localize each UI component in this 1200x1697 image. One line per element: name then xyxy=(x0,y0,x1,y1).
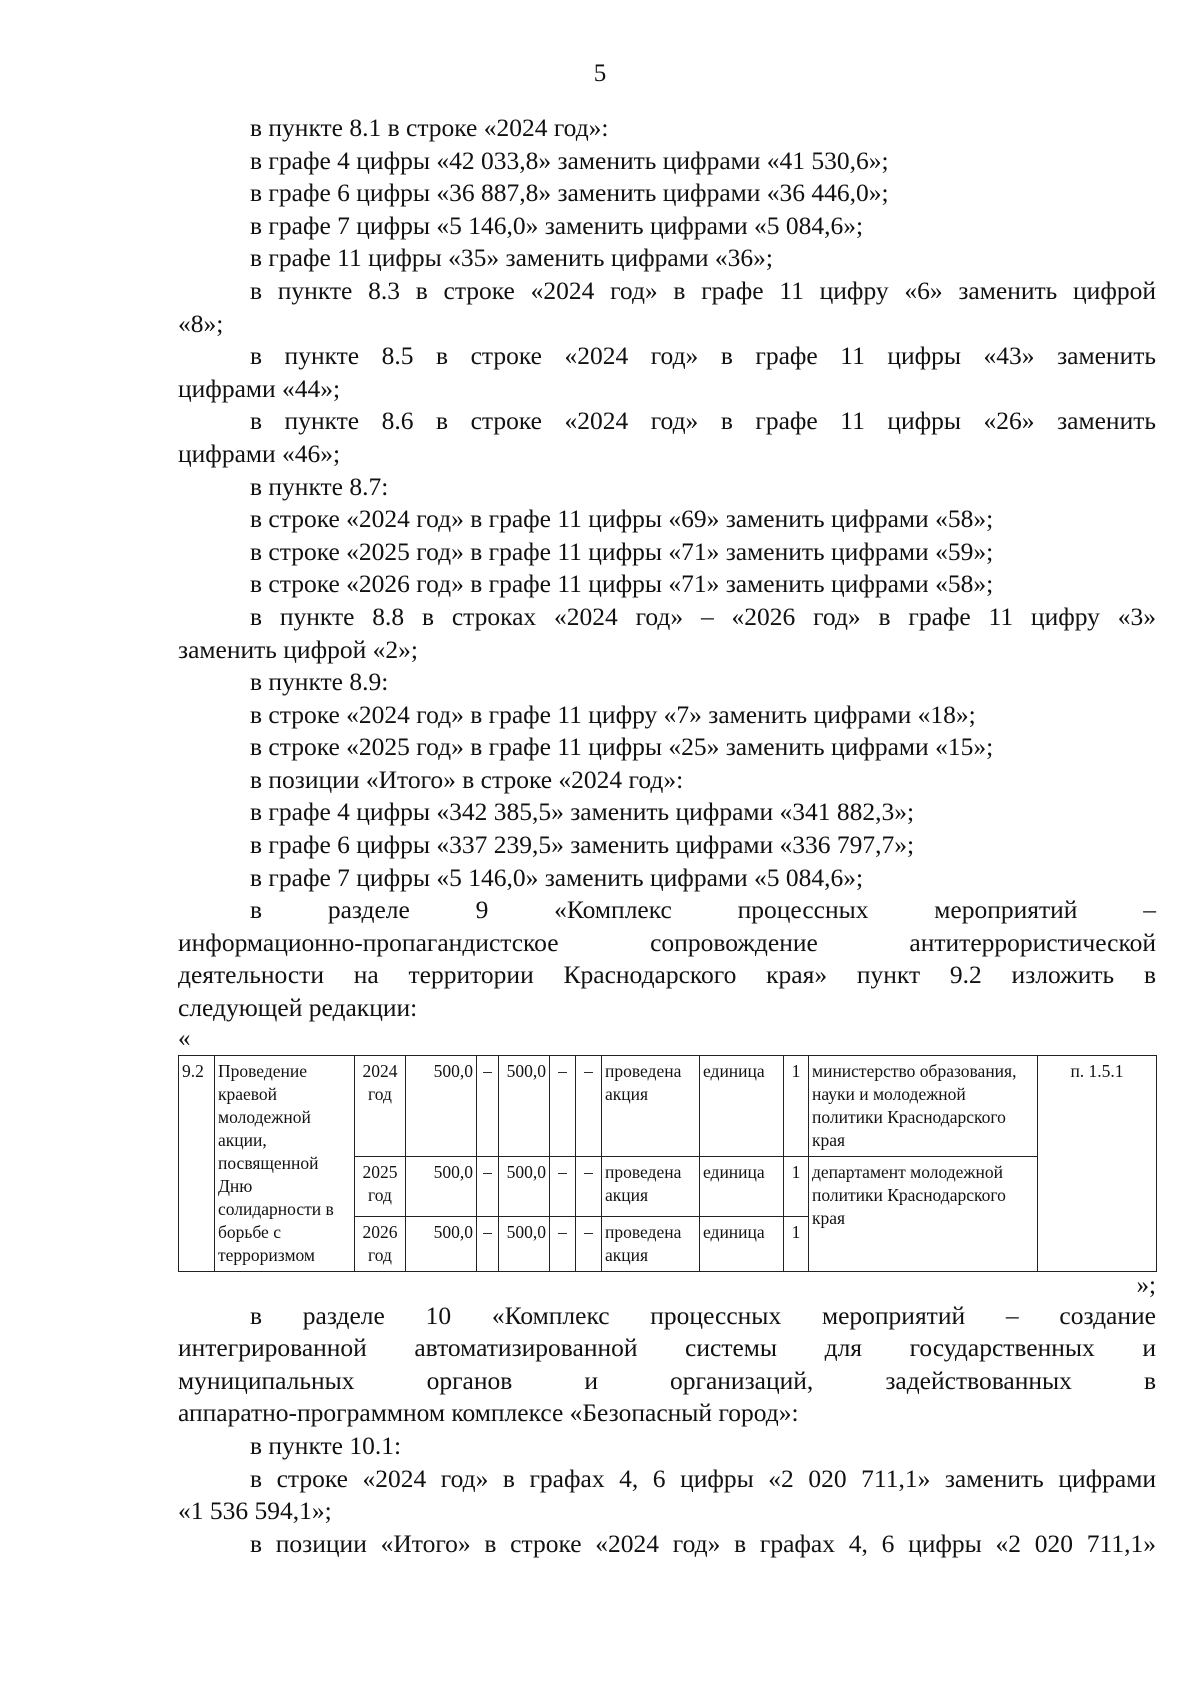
year-cell: 2024 год xyxy=(355,1055,406,1156)
amount-col7: – xyxy=(550,1216,576,1271)
amount-col6: 500,0 xyxy=(499,1055,550,1156)
text-line: в графе 7 цифры «5 146,0» заменить цифрами «5 084,6»; xyxy=(250,862,864,892)
amount-col8: – xyxy=(576,1156,602,1216)
text-line: муниципальных органов и организаций, задействованных в xyxy=(178,1365,1156,1395)
text-line: «8»; xyxy=(178,308,224,338)
result-cell: проведена акция xyxy=(602,1055,700,1156)
text-line: в графе 7 цифры «5 146,0» заменить цифрами «5 084,6»; xyxy=(250,210,864,240)
text-line: в графе 6 цифры «337 239,5» заменить цифрами «336 797,7»; xyxy=(250,830,915,860)
text-line: в разделе 9 «Комплекс процессных мероприятий – xyxy=(250,895,1156,925)
amendment-table xyxy=(178,1055,1157,1272)
text-line: в пункте 10.1: xyxy=(250,1431,402,1460)
unit-cell: единица xyxy=(700,1216,784,1271)
amount-col5: – xyxy=(477,1055,499,1156)
text-line: в позиции «Итого» в строке «2024 год»: xyxy=(250,764,684,794)
amount-col6: 500,0 xyxy=(499,1156,550,1216)
executor-cell: министерство образования, науки и молодежной политики Краснодарского края xyxy=(809,1055,1038,1156)
text-line: заменить цифрой «2»; xyxy=(178,634,418,664)
text-line: в графе 6 цифры «36 887,8» заменить цифрами «36 446,0»; xyxy=(250,178,889,208)
paragraphs-before xyxy=(178,112,1156,1025)
text-line: в пункте 8.3 в строке «2024 год» в графе 11 цифру «6» заменить цифрой xyxy=(250,275,1156,305)
text-line: интегрированной автоматизированной системы для государственных и xyxy=(178,1333,1156,1363)
text-line: в строке «2025 год» в графе 11 цифры «71» заменить цифрами «59»; xyxy=(250,536,994,566)
text-line: в строке «2026 год» в графе 11 цифры «71» заменить цифрами «58»; xyxy=(250,569,994,599)
text-line: в разделе 10 «Комплекс процессных мероприятий – создание xyxy=(250,1300,1156,1330)
text-line: в пункте 8.6 в строке «2024 год» в графе 11 цифры «26» заменить xyxy=(250,406,1156,436)
amount-col4: 500,0 xyxy=(406,1055,477,1156)
text-line: деятельности на территории Краснодарского края» пункт 9.2 изложить в xyxy=(178,960,1156,990)
amount-col5: – xyxy=(477,1156,499,1216)
qty-cell: 1 xyxy=(784,1055,809,1156)
text-line: в строке «2024 год» в графе 11 цифры «69» заменить цифрами «58»; xyxy=(250,504,994,534)
amount-col4: 500,0 xyxy=(406,1156,477,1216)
qty-cell: 1 xyxy=(784,1156,809,1216)
year-cell: 2026 год xyxy=(355,1216,406,1271)
executor-cell: департамент молодежной политики Краснодарского края xyxy=(809,1156,1038,1271)
paragraphs-after xyxy=(178,1300,1156,1561)
amount-col8: – xyxy=(576,1216,602,1271)
result-cell: проведена акция xyxy=(602,1216,700,1271)
text-line: цифрами «46»; xyxy=(178,438,341,468)
text-line: цифрами «44»; xyxy=(178,373,341,403)
text-line: в позиции «Итого» в строке «2024 год» в графах 4, 6 цифры «2 020 711,1» xyxy=(250,1528,1156,1558)
item-number: 9.2 xyxy=(179,1055,215,1271)
text-line: в графе 4 цифры «42 033,8» заменить цифрами «41 530,6»; xyxy=(250,145,889,175)
amount-col6: 500,0 xyxy=(499,1216,550,1271)
reference-cell: п. 1.5.1 xyxy=(1038,1055,1157,1271)
text-line: в пункте 8.5 в строке «2024 год» в графе 11 цифры «43» заменить xyxy=(250,341,1156,371)
amount-col4: 500,0 xyxy=(406,1216,477,1271)
text-line: в графе 4 цифры «342 385,5» заменить цифрами «341 882,3»; xyxy=(250,797,915,827)
amount-col7: – xyxy=(550,1055,576,1156)
item-name: Проведение краевой молодежной акции, посвященной Дню солидарности в борьбе с терроризмом xyxy=(215,1055,355,1271)
text-line: следующей редакции: xyxy=(178,993,418,1023)
text-line: в пункте 8.7: xyxy=(250,471,389,501)
amount-col8: – xyxy=(576,1055,602,1156)
text-line: в пункте 8.8 в строках «2024 год» – «2026 год» в графе 11 цифру «3» xyxy=(250,601,1156,631)
text-line: в строке «2024 год» в графе 11 цифру «7» заменить цифрами «18»; xyxy=(250,699,976,729)
page-number: 5 xyxy=(593,60,607,87)
table-open-quote: « xyxy=(178,1024,191,1052)
qty-cell: 1 xyxy=(784,1216,809,1271)
unit-cell: единица xyxy=(700,1055,784,1156)
text-line: в пункте 8.9: xyxy=(250,667,389,697)
result-cell: проведена акция xyxy=(602,1156,700,1216)
amount-col5: – xyxy=(477,1216,499,1271)
document-body xyxy=(178,112,1156,1560)
text-line: в строке «2025 год» в графе 11 цифры «25» заменить цифрами «15»; xyxy=(250,732,994,762)
text-line: в графе 11 цифры «35» заменить цифрами «36»; xyxy=(250,243,773,273)
table-close-quote: »; xyxy=(1136,1271,1156,1299)
text-line: информационно-пропагандистское сопровождение антитеррористической xyxy=(178,927,1156,957)
table-row xyxy=(179,1055,1157,1156)
text-line: аппаратно-программном комплексе «Безопасный город»: xyxy=(178,1398,799,1428)
amount-col7: – xyxy=(550,1156,576,1216)
year-cell: 2025 год xyxy=(355,1156,406,1216)
unit-cell: единица xyxy=(700,1156,784,1216)
text-line: «1 536 594,1»; xyxy=(178,1496,332,1526)
text-line: в строке «2024 год» в графах 4, 6 цифры «2 020 711,1» заменить цифрами xyxy=(250,1463,1156,1493)
text-line: в пункте 8.1 в строке «2024 год»: xyxy=(250,113,609,142)
